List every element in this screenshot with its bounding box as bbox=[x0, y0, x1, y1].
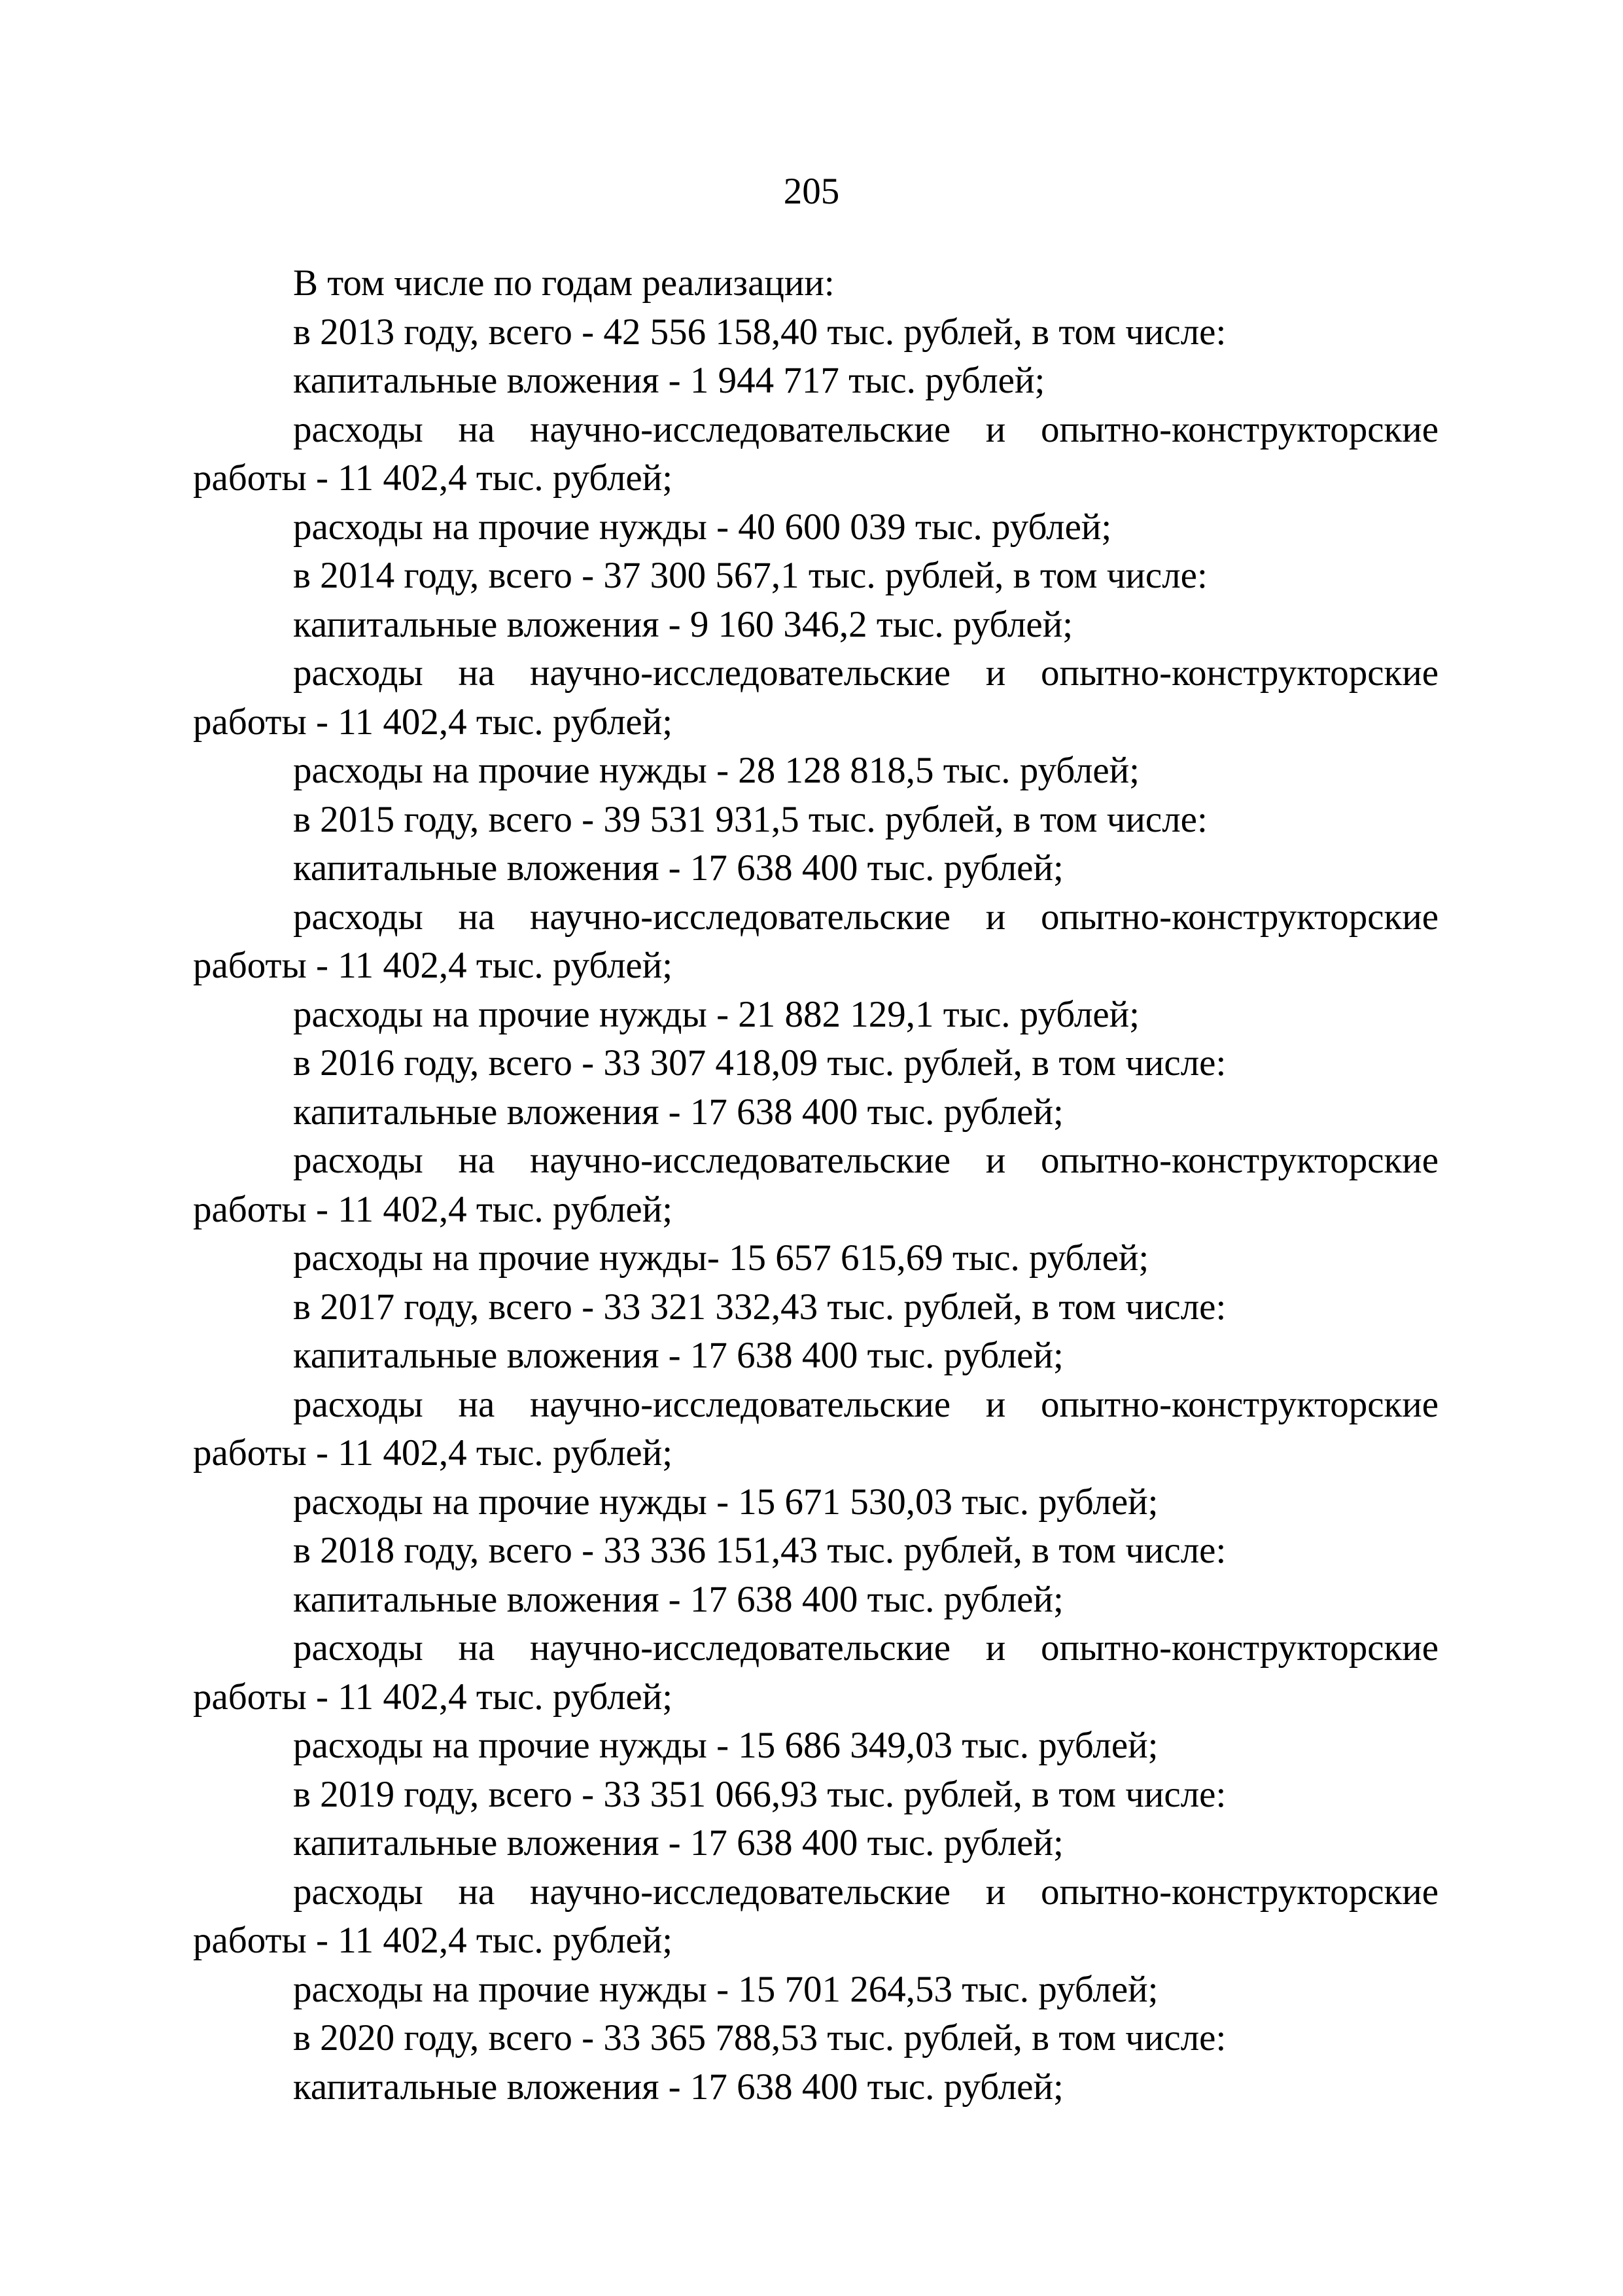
rnd-expenses-continuation: работы - 11 402,4 тыс. рублей; bbox=[193, 1432, 673, 1474]
rnd-expenses-line: расходы на научно-исследовательские и опытно-конструкторские bbox=[293, 1627, 1439, 1669]
capital-investment-line: капитальные вложения - 17 638 400 тыс. рублей; bbox=[293, 847, 1064, 889]
capital-investment-line: капитальные вложения - 17 638 400 тыс. рублей; bbox=[293, 1822, 1064, 1863]
rnd-expenses-line: расходы на научно-исследовательские и опытно-конструкторские bbox=[293, 408, 1439, 450]
rnd-expenses-continuation: работы - 11 402,4 тыс. рублей; bbox=[193, 1676, 673, 1718]
other-expenses-line: расходы на прочие нужды - 15 701 264,53 тыс. рублей; bbox=[293, 1968, 1159, 2010]
rnd-expenses-line: расходы на научно-исследовательские и опытно-конструкторские bbox=[293, 896, 1439, 938]
document-body bbox=[193, 259, 1439, 2111]
page-number: 205 bbox=[783, 171, 840, 212]
rnd-expenses-line: расходы на научно-исследовательские и опытно-конструкторские bbox=[293, 1871, 1439, 1913]
other-expenses-line: расходы на прочие нужды - 15 686 349,03 тыс. рублей; bbox=[293, 1725, 1159, 1766]
year-total-line: в 2017 году, всего - 33 321 332,43 тыс. рублей, в том числе: bbox=[293, 1286, 1227, 1328]
rnd-expenses-line: расходы на научно-исследовательские и опытно-конструкторские bbox=[293, 652, 1439, 694]
rnd-expenses-continuation: работы - 11 402,4 тыс. рублей; bbox=[193, 701, 673, 743]
capital-investment-line: капитальные вложения - 17 638 400 тыс. рублей; bbox=[293, 2066, 1064, 2108]
capital-investment-line: капитальные вложения - 17 638 400 тыс. рублей; bbox=[293, 1091, 1064, 1133]
rnd-expenses-continuation: работы - 11 402,4 тыс. рублей; bbox=[193, 1188, 673, 1230]
rnd-expenses-line: расходы на научно-исследовательские и опытно-конструкторские bbox=[293, 1383, 1439, 1425]
capital-investment-line: капитальные вложения - 17 638 400 тыс. рублей; bbox=[293, 1578, 1064, 1620]
year-total-line: в 2020 году, всего - 33 365 788,53 тыс. рублей, в том числе: bbox=[293, 2017, 1227, 2058]
capital-investment-line: капитальные вложения - 1 944 717 тыс. рублей; bbox=[293, 360, 1045, 401]
other-expenses-line: расходы на прочие нужды - 40 600 039 тыс. рублей; bbox=[293, 506, 1112, 548]
other-expenses-line: расходы на прочие нужды - 15 671 530,03 тыс. рублей; bbox=[293, 1481, 1159, 1523]
year-total-line: в 2019 году, всего - 33 351 066,93 тыс. рублей, в том числе: bbox=[293, 1773, 1227, 1815]
year-total-line: в 2013 году, всего - 42 556 158,40 тыс. рублей, в том числе: bbox=[293, 311, 1227, 353]
year-total-line: в 2015 году, всего - 39 531 931,5 тыс. рублей, в том числе: bbox=[293, 798, 1208, 840]
other-expenses-line: расходы на прочие нужды - 28 128 818,5 тыс. рублей; bbox=[293, 750, 1140, 791]
capital-investment-line: капитальные вложения - 17 638 400 тыс. рублей; bbox=[293, 1335, 1064, 1376]
intro-line: В том числе по годам реализации: bbox=[293, 262, 835, 304]
capital-investment-line: капитальные вложения - 9 160 346,2 тыс. рублей; bbox=[293, 603, 1073, 645]
year-total-line: в 2018 году, всего - 33 336 151,43 тыс. рублей, в том числе: bbox=[293, 1530, 1227, 1571]
rnd-expenses-continuation: работы - 11 402,4 тыс. рублей; bbox=[193, 945, 673, 986]
year-total-line: в 2016 году, всего - 33 307 418,09 тыс. рублей, в том числе: bbox=[293, 1042, 1227, 1084]
rnd-expenses-continuation: работы - 11 402,4 тыс. рублей; bbox=[193, 1920, 673, 1961]
rnd-expenses-line: расходы на научно-исследовательские и опытно-конструкторские bbox=[293, 1140, 1439, 1181]
rnd-expenses-continuation: работы - 11 402,4 тыс. рублей; bbox=[193, 457, 673, 499]
year-total-line: в 2014 году, всего - 37 300 567,1 тыс. рублей, в том числе: bbox=[293, 555, 1208, 596]
other-expenses-line: расходы на прочие нужды - 21 882 129,1 тыс. рублей; bbox=[293, 993, 1140, 1035]
other-expenses-line: расходы на прочие нужды- 15 657 615,69 тыс. рублей; bbox=[293, 1237, 1149, 1279]
